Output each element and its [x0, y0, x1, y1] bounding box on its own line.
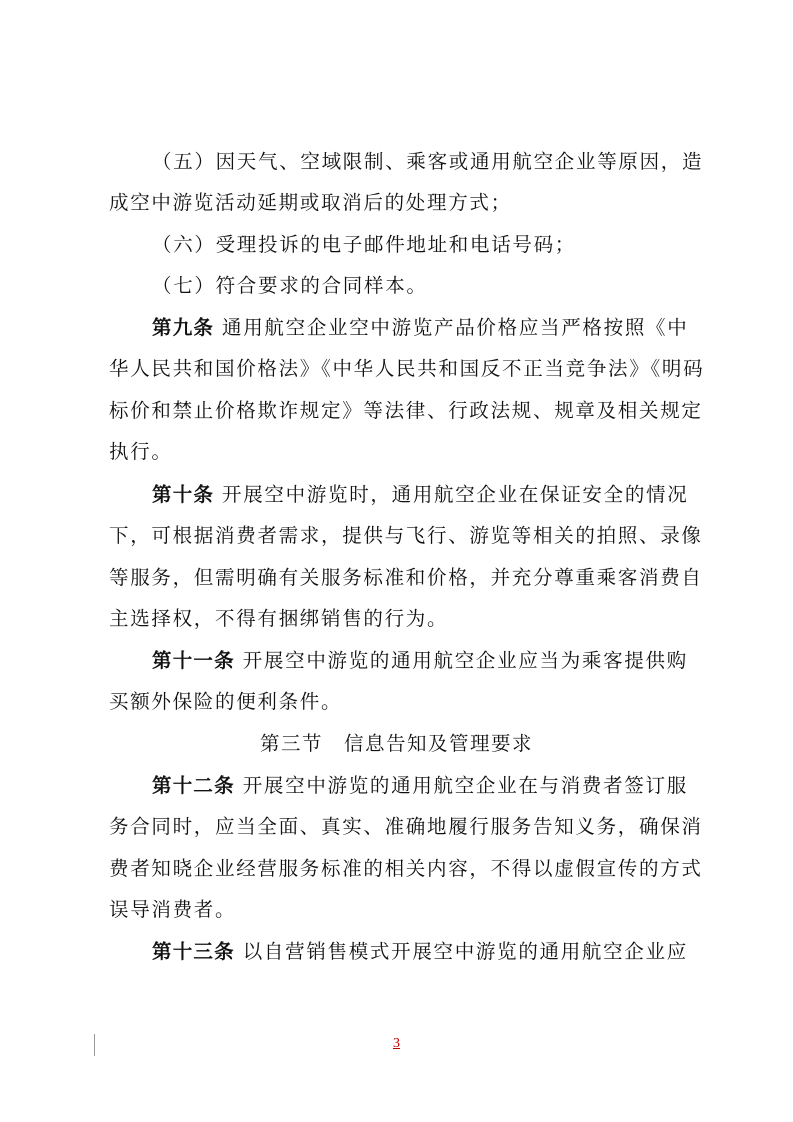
paragraph-line: 华人民共和国价格法》《中华人民共和国反不正当竞争法》《明码 — [109, 357, 705, 380]
paragraph-line: 标价和禁止价格欺诈规定》等法律、行政法规、规章及相关规定 — [109, 399, 703, 422]
article-10-line: 第十条 开展空中游览时，通用航空企业在保证安全的情况 — [152, 483, 689, 506]
paragraph-line: 下，可根据消费者需求，提供与飞行、游览等相关的拍照、录像 — [109, 524, 703, 547]
paragraph-line: （七）符合要求的合同样本。 — [152, 274, 428, 297]
page-number: 3 — [393, 1036, 400, 1051]
article-9-line: 第九条 通用航空企业空中游览产品价格应当严格按照《中 — [152, 316, 689, 339]
article-11-line: 第十一条 开展空中游览的通用航空企业应当为乘客提供购 — [152, 649, 688, 672]
article-10-heading: 第十条 — [152, 483, 215, 506]
paragraph-line: 成空中游览活动延期或取消后的处理方式； — [109, 191, 512, 214]
paragraph-line: 费者知晓企业经营服务标准的相关内容，不得以虚假宣传的方式 — [109, 857, 703, 880]
article-11-heading: 第十一条 — [152, 649, 235, 672]
article-12-line: 第十二条 开展空中游览的通用航空企业在与消费者签订服 — [152, 774, 688, 797]
paragraph-line: 执行。 — [109, 440, 173, 463]
article-12-heading: 第十二条 — [152, 774, 235, 797]
article-9-heading: 第九条 — [152, 316, 215, 339]
article-13-line: 第十三条 以自营销售模式开展空中游览的通用航空企业应 — [152, 940, 688, 963]
paragraph-line: 买额外保险的便利条件。 — [109, 690, 343, 713]
section-heading: 第三节 信息告知及管理要求 — [259, 732, 533, 755]
article-13-heading: 第十三条 — [152, 940, 235, 963]
paragraph-line: （五）因天气、空域限制、乘客或通用航空企业等原因，造 — [152, 150, 704, 173]
paragraph-line: （六）受理投诉的电子邮件地址和电话号码； — [152, 233, 577, 256]
paragraph-line: 等服务，但需明确有关服务标准和价格，并充分尊重乘客消费自 — [109, 566, 703, 589]
paragraph-line: 误导消费者。 — [109, 898, 237, 921]
paragraph-line: 务合同时，应当全面、真实、准确地履行服务告知义务，确保消 — [109, 815, 703, 838]
paragraph-line: 主选择权，不得有捆绑销售的行为。 — [109, 607, 449, 630]
